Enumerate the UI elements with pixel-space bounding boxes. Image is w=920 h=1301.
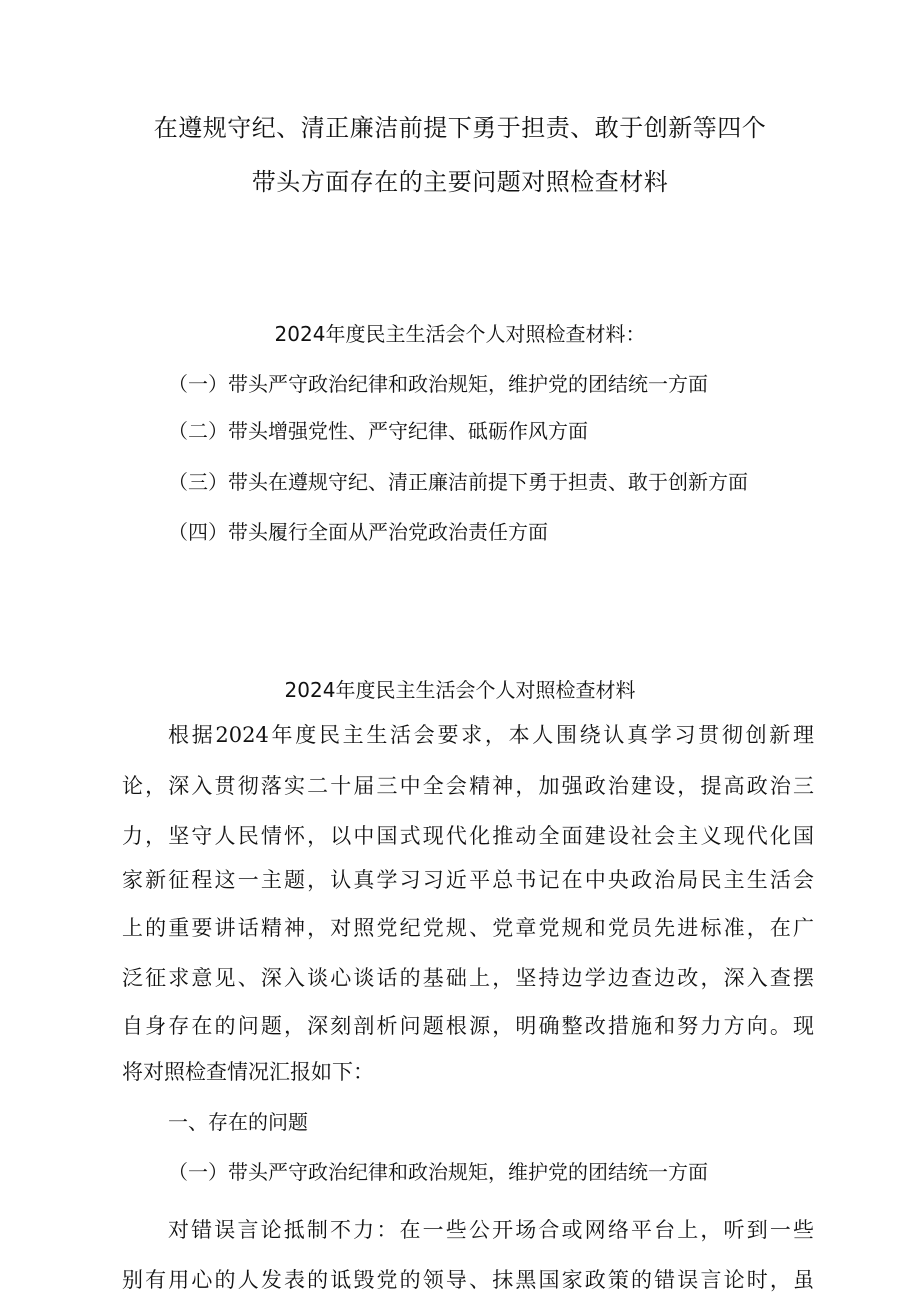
- document-title-line-1: 在遵规守纪、清正廉洁前提下勇于担责、敢于创新等四个: [153, 114, 767, 142]
- intro-line-7: 自身存在的问题，深刻剖析问题根源，明确整改措施和努力方向。现: [122, 1014, 814, 1038]
- contents-item-3: （三）带头在遵规守纪、清正廉洁前提下勇于担责、敢于创新方面: [168, 470, 748, 494]
- problem-line-1: 对错误言论抵制不力：在一些公开场合或网络平台上，听到一些: [168, 1218, 814, 1242]
- intro-line-8: 将对照检查情况汇报如下：: [122, 1060, 374, 1084]
- intro-line-1: 根据2024年度民主生活会要求，本人围绕认真学习贯彻创新理: [168, 723, 814, 747]
- contents-heading: 2024年度民主生活会个人对照检查材料：: [274, 322, 646, 346]
- intro-line-6: 泛征求意见、深入谈心谈话的基础上，坚持边学边查边改，深入查摆: [122, 966, 814, 990]
- heading-existing-problems: 一、存在的问题: [168, 1110, 308, 1134]
- intro-line-3: 力，坚守人民情怀，以中国式现代化推动全面建设社会主义现代化国: [122, 824, 814, 848]
- subheading-political-discipline: （一）带头严守政治纪律和政治规矩，维护党的团结统一方面: [168, 1160, 708, 1184]
- contents-item-1: （一）带头严守政治纪律和政治规矩，维护党的团结统一方面: [168, 372, 708, 396]
- intro-line-4: 家新征程这一主题，认真学习习近平总书记在中央政治局民主生活会: [122, 868, 814, 892]
- intro-line-5: 上的重要讲话精神，对照党纪党规、党章党规和党员先进标准，在广: [122, 916, 814, 940]
- section-title: 2024年度民主生活会个人对照检查材料: [284, 678, 636, 702]
- document-title-line-2: 带头方面存在的主要问题对照检查材料: [251, 168, 669, 196]
- intro-line-2: 论，深入贯彻落实二十届三中全会精神，加强政治建设，提高政治三: [122, 774, 814, 798]
- contents-item-2: （二）带头增强党性、严守纪律、砥砺作风方面: [168, 419, 588, 443]
- contents-item-4: （四）带头履行全面从严治党政治责任方面: [168, 520, 548, 544]
- problem-line-2: 别有用心的人发表的诋毁党的领导、抹黑国家政策的错误言论时，虽: [122, 1268, 814, 1292]
